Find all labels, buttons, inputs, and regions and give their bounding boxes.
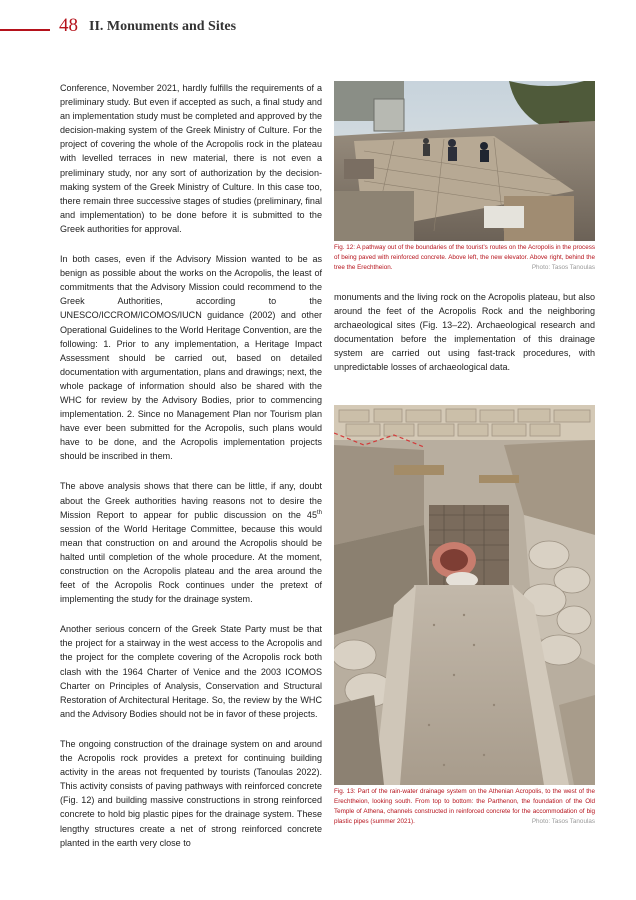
paragraph-2: In both cases, even if the Advisory Mission wanted to be as benign as possible about the works on the Acropolis, the least of commitments that the Advisory Mission could recommend to the Greek Authorities, according to the UNESCO/ICCROM/ICOMOS/IUCN guidance (2002) and other Operational Guidelines to the World Heritage Convention, are the following: 1. Prior to any implementation, a Heritage Impact Assessment should be carried out, based on detailed documentation with argumentation, plans and drawings; next, the whole package of information should also be shared with the WHC for review by the Advisory Bodies, prior to commencing implementation. 2. Since no Management Plan nor Tourism plan have ever been submitted for the Acropolis, such plans would have to be done, and the Acropolis implementation projects should be inscribed in them.: [60, 254, 322, 462]
paragraph-3-part-b: session of the World Heritage Committee, because this would mean that construction on and around the Acropolis should be halted until completion of the whole procedure. At the moment, construction on the Acropolis plateau and the area around the feet of the Acropolis Rock continues under the pretext of implementing the study for the drainage system.: [60, 523, 322, 605]
left-column: [60, 81, 322, 866]
figure-12-caption: [334, 243, 595, 273]
figure-13-caption: [334, 787, 595, 827]
figure-13-credit: Photo: Tasos Tanoulas: [531, 817, 595, 825]
figure-12-credit: Photo: Tasos Tanoulas: [531, 264, 595, 271]
paragraph-5: The ongoing construction of the drainage system on and around the Acropolis rock provides a pretext for continuing building activity in the areas not frequented by tourists (Tanoulas 2022). This activity consists of paving pathways with reinforced concrete (Fig. 12) and building massive constructions in strong reinforced concrete to hold big plastic pipes for the drainage system. These lengthy structures create a net of strong reinforced concrete planted in the earth very close to: [60, 738, 322, 848]
paragraph-4: Another serious concern of the Greek State Party must be that the project for a stairway in the west access to the Acropolis and the project for the complete covering of the Acropolis rock both clash with the 1964 Charter of Venice and the 2003 ICOMOS Charter on Principles of Analysis, Conservation and Structural Restoration of Architectural Heritage. So, the review by the WHC and the Advisory Bodies should not be in favor of these projects.: [60, 624, 322, 719]
paragraph-6: monuments and the living rock on the Acropolis plateau, but also around the feet of the Acropolis Rock and the neighboring archaeological sites (Fig. 13–22). Archaeological research and documentation before the implementation of this drainage system are carried out using fast-track procedures, with unpredictable losses of archaeological data.: [334, 292, 595, 373]
figure-12-image: [334, 81, 595, 241]
figure-12-photo: [334, 81, 595, 241]
header-rule: [0, 29, 50, 31]
running-head: II. Monuments and Sites: [89, 19, 237, 34]
ordinal-superscript: th: [316, 509, 322, 516]
right-column: [334, 81, 595, 827]
figure-13-image: [334, 405, 595, 785]
figure-12-caption-text: Fig. 12: A pathway out of the boundaries of the tourist’s routes on the Acropolis in the process of being paved with reinforced concrete. Above left, the new elevator. Above right, behind the tree the Erechtheion.: [334, 244, 595, 271]
page-number: 48: [59, 15, 78, 36]
paragraph-3-part-a: The above analysis shows that there can be little, if any, doubt about the Greek authorities having reasons not to desire the Mission Report to appear for public discussion on the 45: [60, 481, 322, 520]
figure-13-caption-text: Fig. 13: Part of the rain-water drainage system on the Athenian Acropolis, to the west of the Erechtheion, looking south. From top to bottom: the Parthenon, the foundation of the Old Temple of Athena, channels constructed in reinforced concrete for the accommodation of big plastic pipes (summer 2021).: [334, 787, 595, 825]
figure-13-photo: [334, 405, 595, 785]
paragraph-1: Conference, November 2021, hardly fulfills the requirements of a preliminary study. But even if accepted as such, a final study and an implementation study must be completed and approved by the decision-making system of the Greek Ministry of Culture. For the project of covering the whole of the Acropolis rock in the plateau with levelled terraces in new material, there is not even a preliminary study, nor any sort of authorization by the decision-making system of the Greek Ministry of Culture. In this case too, there remain three successive stages of studies (preliminary, final and implementation) to be done before it is submitted to the Greek authorities for approval.: [60, 83, 323, 234]
paragraph-3: [60, 479, 322, 606]
